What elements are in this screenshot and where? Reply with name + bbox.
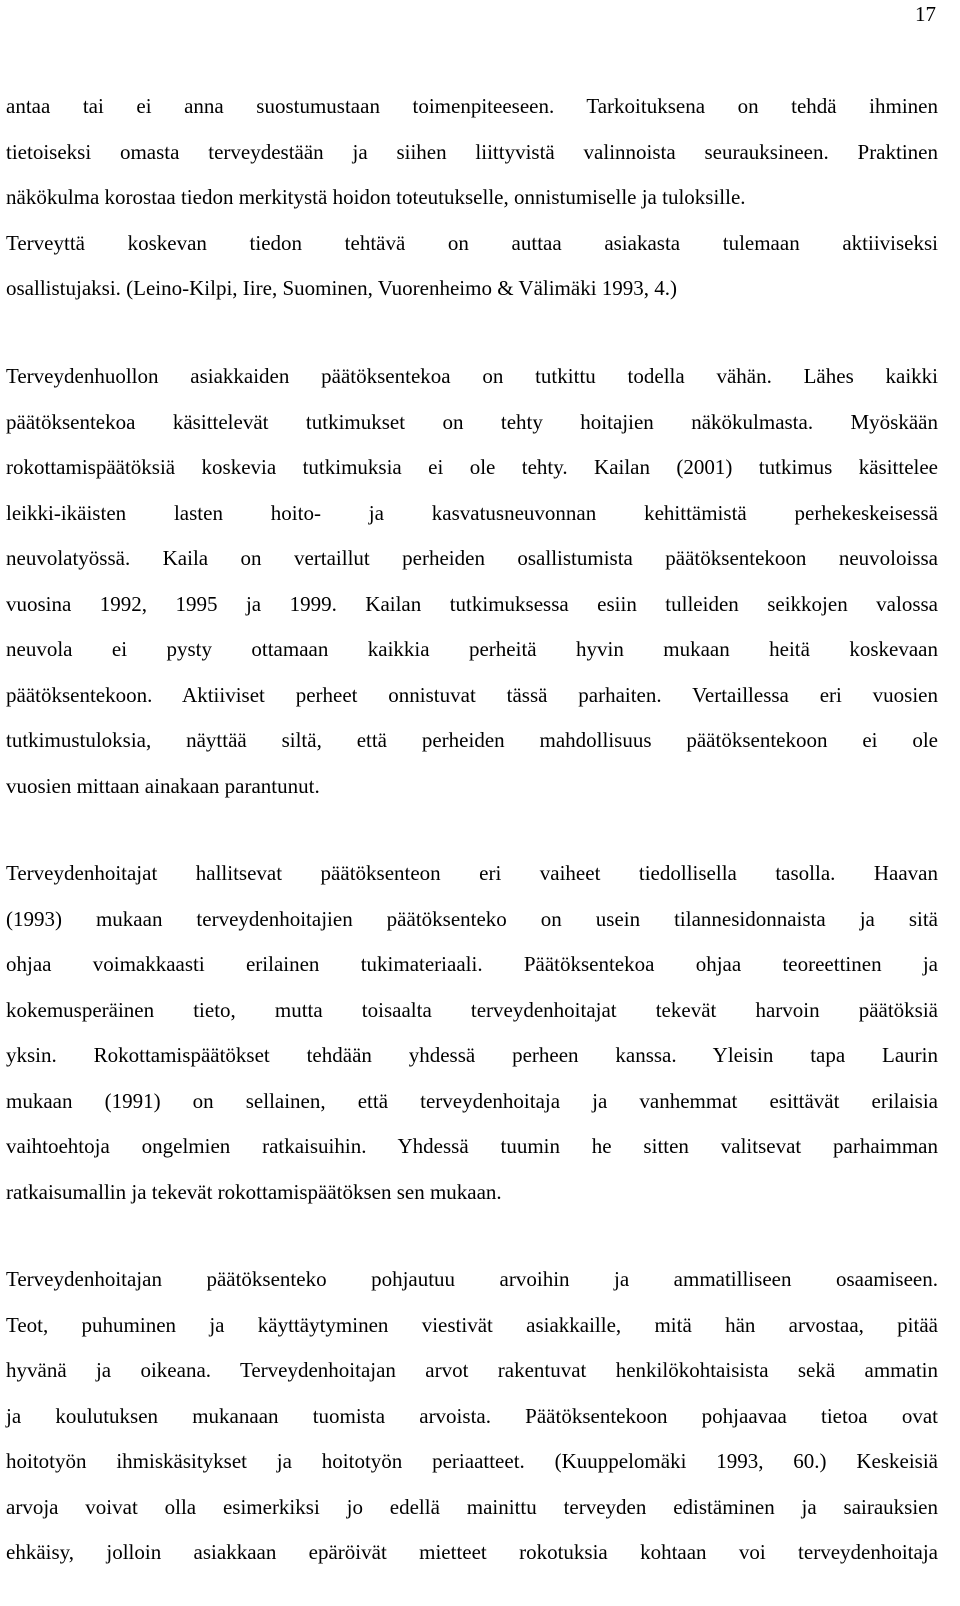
text-line: päätöksentekoa käsittelevät tutkimukset on tehty hoitajien näkökulmasta. Myöskään — [6, 409, 938, 434]
text-line: vuosien mittaan ainakaan parantunut. — [6, 773, 320, 798]
paragraph-3 — [6, 851, 938, 1215]
text-line: Teot, puhuminen ja käyttäytyminen viestivät asiakkaille, mitä hän arvostaa, pitää — [6, 1312, 938, 1337]
text-line: antaa tai ei anna suostumustaan toimenpiteeseen. Tarkoituksena on tehdä ihminen — [6, 94, 938, 118]
text-line: Terveyttä koskevan tiedon tehtävä on auttaa asiakasta tulemaan aktiiviseksi — [6, 230, 938, 255]
text-line: hoitotyön ihmiskäsitykset ja hoitotyön periaatteet. (Kuuppelomäki 1993, 60.) Keskeisiä — [6, 1449, 938, 1473]
text-line: ratkaisumallin ja tekevät rokottamispäätöksen sen mukaan. — [6, 1179, 502, 1204]
paragraph-4 — [6, 1257, 938, 1576]
text-line: vuosina 1992, 1995 ja 1999. Kailan tutkimuksessa esiin tulleiden seikkojen valossa — [6, 591, 938, 616]
text-line: tutkimustuloksia, näyttää siltä, että perheiden mahdollisuus päätöksentekoon ei ole — [6, 728, 938, 752]
text-line: päätöksentekoon. Aktiiviset perheet onnistuvat tässä parhaiten. Vertaillessa eri vuosien — [6, 682, 938, 707]
page-number: 17 — [915, 2, 936, 26]
text-line: Terveydenhoitajat hallitsevat päätöksenteon eri vaiheet tiedollisella tasolla. Haavan — [6, 861, 938, 885]
text-line: Terveydenhoitajan päätöksenteko pohjautuu arvoihin ja ammatilliseen osaamiseen. — [6, 1267, 938, 1291]
text-line: rokottamispäätöksiä koskevia tutkimuksia ei ole tehty. Kailan (2001) tutkimus käsittelee — [6, 455, 938, 479]
paragraph-2 — [6, 354, 938, 809]
text-line: mukaan (1991) on sellainen, että terveydenhoitaja ja vanhemmat esittävät erilaisia — [6, 1088, 938, 1113]
text-line: arvoja voivat olla esimerkiksi jo edellä mainittu terveyden edistäminen ja sairauksien — [6, 1494, 938, 1519]
text-line: leikki-ikäisten lasten hoito- ja kasvatusneuvonnan kehittämistä perhekeskeisessä — [6, 500, 938, 525]
text-line: ohjaa voimakkaasti erilainen tukimateriaali. Päätöksentekoa ohjaa teoreettinen ja — [6, 952, 938, 976]
text-line: Terveydenhuollon asiakkaiden päätöksentekoa on tutkittu todella vähän. Lähes kaikki — [6, 364, 938, 388]
text-line: ja koulutuksen mukanaan tuomista arvoista. Päätöksentekoon pohjaavaa tietoa ovat — [6, 1403, 938, 1428]
text-line: näkökulma korostaa tiedon merkitystä hoidon toteutukselle, onnistumiselle ja tuloksille. — [6, 185, 746, 209]
text-line: kokemusperäinen tieto, mutta toisaalta terveydenhoitajat tekevät harvoin päätöksiä — [6, 997, 938, 1022]
text-line: hyvänä ja oikeana. Terveydenhoitajan arvot rakentuvat henkilökohtaisista sekä ammatin — [6, 1358, 938, 1382]
text-line: yksin. Rokottamispäätökset tehdään yhdessä perheen kanssa. Yleisin tapa Laurin — [6, 1043, 938, 1067]
text-line: ehkäisy, jolloin asiakkaan epäröivät mietteet rokotuksia kohtaan voi terveydenhoitaja — [6, 1540, 938, 1564]
text-line: neuvolatyössä. Kaila on vertaillut perheiden osallistumista päätöksentekoon neuvoloissa — [6, 546, 938, 570]
text-line: tietoiseksi omasta terveydestään ja siihen liittyvistä valinnoista seurauksineen. Praktinen — [6, 139, 938, 164]
text-line: neuvola ei pysty ottamaan kaikkia perheitä hyvin mukaan heitä koskevaan — [6, 637, 938, 661]
text-line: vaihtoehtoja ongelmien ratkaisuihin. Yhdessä tuumin he sitten valitsevat parhaimman — [6, 1134, 938, 1158]
text-line: (1993) mukaan terveydenhoitajien päätöksenteko on usein tilannesidonnaista ja sitä — [6, 906, 938, 931]
text-line: osallistujaksi. (Leino-Kilpi, Iire, Suominen, Vuorenheimo & Välimäki 1993, 4.) — [6, 276, 678, 300]
paragraph-1 — [6, 84, 938, 312]
